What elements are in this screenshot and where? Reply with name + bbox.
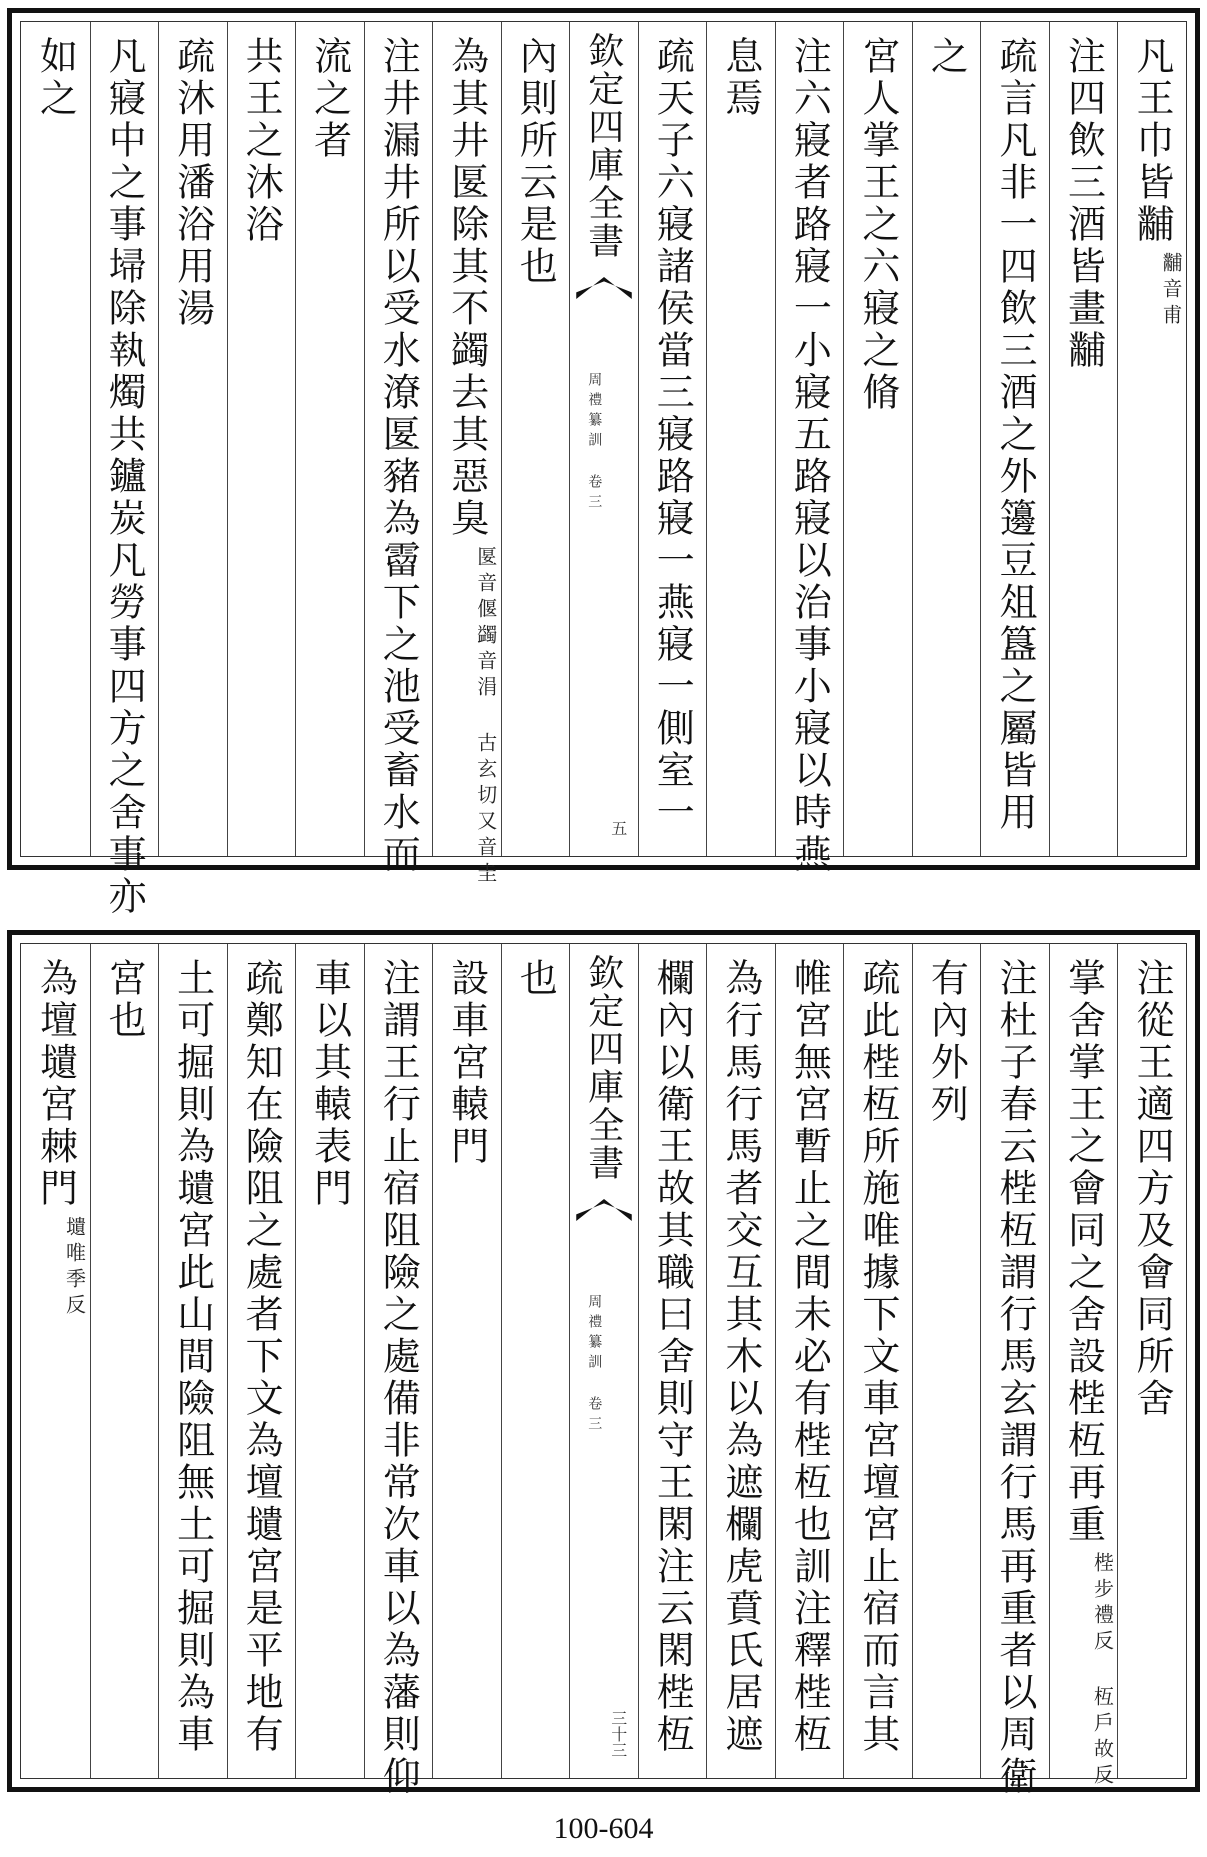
text-column bbox=[843, 944, 912, 1778]
column-text: 疏天子六寢諸侯當三寢路寢一燕寢一側室一 bbox=[650, 36, 695, 834]
text-column bbox=[432, 22, 501, 888]
interlinear-note: 梐步禮反 枑戶故反 bbox=[1090, 1552, 1115, 1790]
column-text: 共王之沐浴 bbox=[239, 36, 284, 246]
column-text: 注六寢者路寢一小寢五路寢以治事小寢以時燕 bbox=[787, 36, 832, 876]
text-column bbox=[432, 944, 501, 1778]
column-text: 土可掘則為壝宮此山間險阻無土可掘則為車 bbox=[170, 958, 215, 1756]
text-column bbox=[706, 944, 775, 1778]
text-column bbox=[90, 944, 159, 1778]
text-column bbox=[364, 944, 433, 1798]
column-text: 疏言凡非一四飲三酒之外籩豆俎簋之屬皆用 bbox=[992, 36, 1037, 834]
upper-page bbox=[7, 8, 1200, 918]
banner-volume-note: 周禮纂訓 卷三 bbox=[586, 372, 603, 514]
text-column bbox=[638, 22, 707, 856]
column-text: 如之 bbox=[33, 36, 78, 120]
column-text: 帷宮無宮暫止之間未必有梐枑也訓注釋梐枑 bbox=[787, 958, 832, 1756]
text-column bbox=[21, 22, 90, 856]
text-column bbox=[912, 22, 981, 856]
column-text: 也 bbox=[513, 958, 558, 1000]
text-column bbox=[295, 22, 364, 856]
text-column bbox=[1117, 944, 1186, 1778]
column-text: 為其井匽除其不蠲去其惡臭 bbox=[444, 36, 489, 540]
column-text: 凡寢中之事埽除執燭共鑪炭凡勞事四方之舍事亦 bbox=[102, 36, 147, 918]
column-text: 有內外列 bbox=[924, 958, 969, 1126]
column-text: 宮人掌王之六寢之脩 bbox=[855, 36, 900, 414]
text-column bbox=[1117, 22, 1186, 856]
text-column bbox=[912, 944, 981, 1778]
text-column bbox=[980, 944, 1049, 1798]
lower-page-frame bbox=[20, 943, 1187, 1798]
banner-page-number: 三十三 bbox=[608, 1710, 628, 1758]
banner-title: 欽定四庫全書 bbox=[582, 954, 624, 1182]
interlinear-note: 匽音偃蠲音涓 古玄切又音圭 bbox=[473, 546, 498, 888]
text-column bbox=[501, 944, 570, 1778]
text-column bbox=[158, 944, 227, 1778]
text-column bbox=[1049, 944, 1118, 1790]
interlinear-note: 黼音甫 bbox=[1159, 252, 1183, 330]
column-text: 注從王適四方及會同所舍 bbox=[1130, 958, 1174, 1420]
text-column bbox=[501, 22, 570, 856]
column-text: 內則所云是也 bbox=[513, 36, 558, 288]
column-text: 注四飲三酒皆畫黼 bbox=[1061, 36, 1106, 372]
center-fold-banner bbox=[569, 944, 638, 1778]
text-column bbox=[227, 944, 296, 1778]
text-column bbox=[775, 944, 844, 1778]
text-column bbox=[1049, 22, 1118, 856]
column-text: 注井漏井所以受水潦匽豬為霤下之池受畜水而 bbox=[376, 36, 421, 876]
banner-title: 欽定四庫全書 bbox=[582, 32, 624, 260]
column-text: 疏沐用潘浴用湯 bbox=[170, 36, 215, 330]
text-column bbox=[90, 22, 159, 918]
fish-tail-mark-icon bbox=[576, 1199, 632, 1213]
banner-volume-note: 周禮纂訓 卷三 bbox=[586, 1294, 603, 1436]
lower-page bbox=[7, 930, 1200, 1798]
column-text: 設車宮轅門 bbox=[444, 958, 489, 1168]
column-text: 車以其轅表門 bbox=[307, 958, 352, 1210]
column-text: 為壇壝宮棘門 bbox=[33, 958, 78, 1210]
column-text: 注杜子春云梐枑謂行馬玄謂行馬再重者以周衛 bbox=[992, 958, 1037, 1798]
text-column bbox=[638, 944, 707, 1778]
column-text: 注謂王行止宿阻險之處備非常次車以為藩則仰 bbox=[376, 958, 421, 1798]
text-column bbox=[227, 22, 296, 856]
column-text: 為行馬行馬者交互其木以為遮欄虎賁氏居遮 bbox=[718, 958, 763, 1756]
column-text: 欄內以衛王故其職曰舍則守王閑注云閑梐枑 bbox=[650, 958, 695, 1756]
text-column bbox=[21, 944, 90, 1778]
text-column bbox=[706, 22, 775, 856]
text-column bbox=[775, 22, 844, 876]
page-footer-number: 100-604 bbox=[553, 1812, 654, 1845]
text-column bbox=[364, 22, 433, 876]
fish-tail-mark-icon bbox=[576, 277, 632, 291]
column-text: 息焉 bbox=[718, 36, 763, 120]
column-text: 疏鄭知在險阻之處者下文為壇壝宮是平地有 bbox=[239, 958, 284, 1756]
column-text: 掌舍掌王之會同之舍設梐枑再重 bbox=[1061, 958, 1106, 1546]
text-column bbox=[980, 22, 1049, 856]
text-column bbox=[843, 22, 912, 856]
column-text: 宮也 bbox=[102, 958, 147, 1042]
text-column bbox=[295, 944, 364, 1778]
column-text: 流之者 bbox=[307, 36, 352, 162]
column-text: 疏此梐枑所施唯據下文車宮壇宮止宿而言其 bbox=[855, 958, 900, 1756]
column-text: 凡王巾皆黼 bbox=[1130, 36, 1174, 246]
upper-page-frame bbox=[20, 21, 1187, 918]
interlinear-note: 壝唯季反 bbox=[62, 1216, 87, 1320]
center-fold-banner bbox=[569, 22, 638, 856]
banner-page-number: 五 bbox=[608, 820, 628, 836]
column-text: 之 bbox=[924, 36, 969, 78]
text-column bbox=[158, 22, 227, 856]
